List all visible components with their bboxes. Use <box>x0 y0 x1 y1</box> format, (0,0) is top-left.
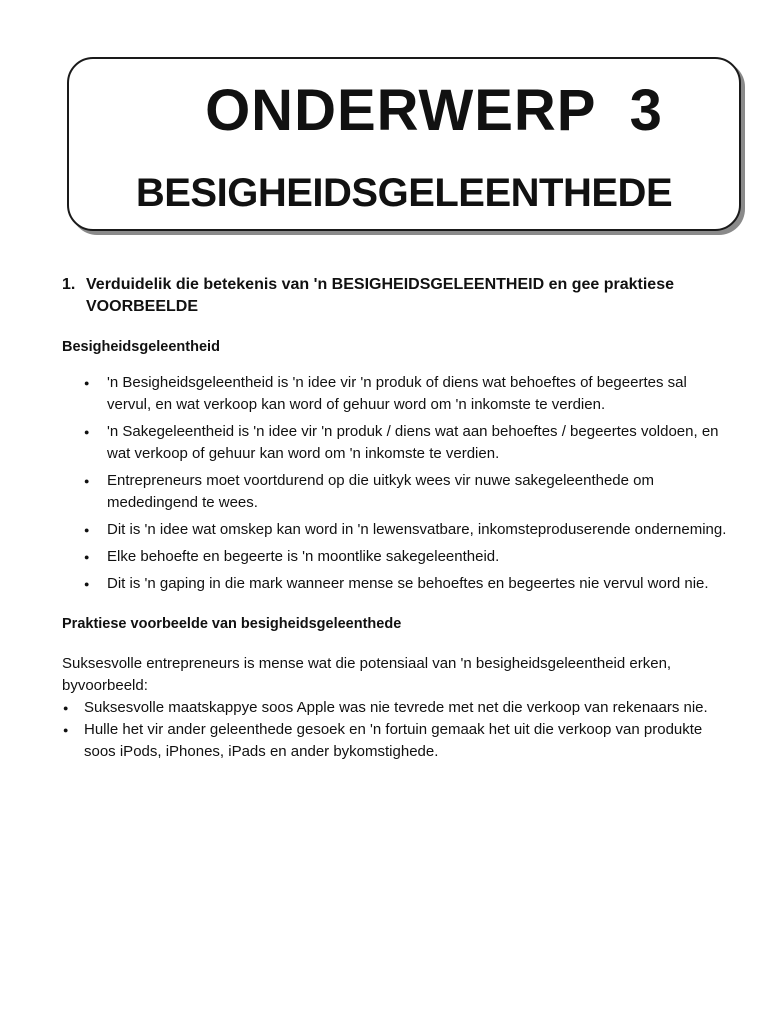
page-subtitle: BESIGHEIDSGELEENTHEDE <box>135 171 673 215</box>
list-item: ● Hulle het vir ander geleenthede gesoek en 'n fortuin gemaak het uit die verkoop van produkte soos iPods, iPhones, iPads en ander bykomstighede. <box>62 719 732 763</box>
list-item: ● Dit is 'n gaping in die mark wanneer mense se behoeftes en begeertes nie vervul word nie. <box>62 573 732 595</box>
examples-list <box>62 697 732 763</box>
section-heading-definition: Besigheidsgeleentheid <box>62 339 220 355</box>
list-item: ● Suksesvolle maatskappye soos Apple was nie tevrede met net die verkoop van rekenaars nie. <box>62 697 732 719</box>
title-box <box>67 57 741 231</box>
question-heading <box>62 274 732 318</box>
list-item: ● 'n Besigheidsgeleentheid is 'n idee vir 'n produk of diens wat behoeftes of begeertes sal vervul, en wat verkoop kan word of gehuur word om 'n inkomste te verdien. <box>62 372 732 416</box>
question-number: 1. <box>62 276 76 293</box>
definition-list <box>62 372 732 595</box>
examples-intro: Suksesvolle entrepreneurs is mense wat die potensiaal van 'n besigheidsgeleentheid erken, byvoorbeeld: <box>62 655 672 694</box>
list-item: ● 'n Sakegeleentheid is 'n idee vir 'n produk / diens wat aan behoeftes / begeertes voldoen, en wat verkoop of gehuur kan word om 'n inkomste te verdien. <box>62 421 732 465</box>
document-body <box>62 274 732 763</box>
list-item: ● Dit is 'n idee wat omskep kan word in 'n lewensvatbare, inkomsteproduserende onderneming. <box>62 519 732 541</box>
list-item: ● Elke behoefte en begeerte is 'n moontlike sakegeleentheid. <box>62 546 732 568</box>
section-heading-examples: Praktiese voorbeelde van besigheidsgeleenthede <box>62 616 402 632</box>
page-title: ONDERWERP 3 <box>205 78 663 143</box>
question-text: Verduidelik die betekenis van 'n BESIGHEIDSGELEENTHEID en gee praktiese VOORBEELDE <box>86 276 674 315</box>
list-item: ● Entrepreneurs moet voortdurend op die uitkyk wees vir nuwe sakegeleenthede om mededingend te wees. <box>62 470 732 514</box>
